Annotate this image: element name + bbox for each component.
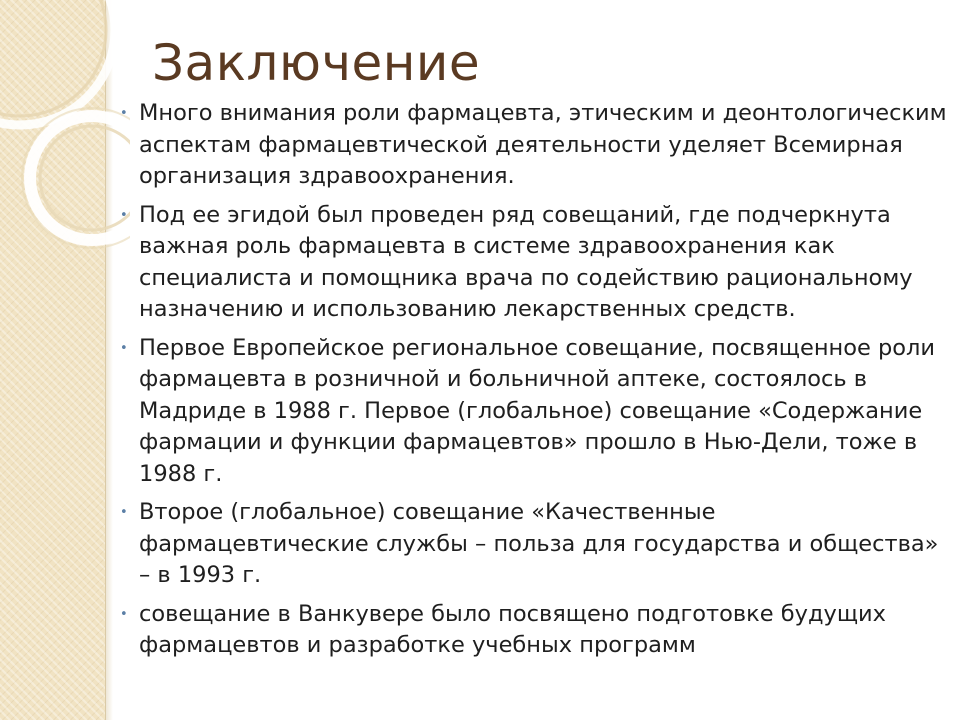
bullet-text: Много внимания роли фармацевта, этическим и деонтологическим аспектам фармацевтической деятельности уделяет Всемирная организация здравоохранения.: [139, 100, 947, 189]
bullet-text: совещание в Ванкувере было посвящено подготовке будущих фармацевтов и разработке учебных программ: [139, 600, 886, 658]
bullet-item: [118, 333, 950, 491]
bullet-text: Второе (глобальное) совещание «Качественные фармацевтические службы – польза для государства и общества» – в 1993 г.: [139, 499, 939, 588]
bullet-list: [118, 98, 950, 669]
bullet-icon: •: [120, 106, 128, 121]
bullet-text: Под ее эгидой был проведен ряд совещаний, где подчеркнута важная роль фармацевта в системе здравоохранения как специалиста и помощника врача по содействию рациональному назначению и использованию лекарственных средств.: [139, 201, 913, 322]
lower-ring-shape: [22, 108, 130, 248]
bullet-icon: •: [120, 207, 128, 223]
bullet-icon: •: [120, 505, 128, 520]
slide-title: Заключение: [152, 34, 481, 92]
bullet-item: [118, 599, 950, 662]
decorative-rings: [0, 0, 130, 260]
bullet-text: Первое Европейское региональное совещание, посвященное роли фармацевта в розничной и больничной аптеке, состоялось в Мадриде в 1988 г. Первое (глобальное) совещание «Содержание фармации и функции фармацевтов» прошло в Нью-Дели, тоже в 1988 г.: [139, 334, 936, 487]
bullet-icon: •: [120, 606, 128, 622]
bullet-item: [118, 200, 950, 326]
top-ring-shape: [0, 0, 115, 125]
bullet-item: [118, 98, 950, 193]
bullet-item: [118, 497, 950, 592]
bullet-icon: •: [120, 340, 128, 356]
